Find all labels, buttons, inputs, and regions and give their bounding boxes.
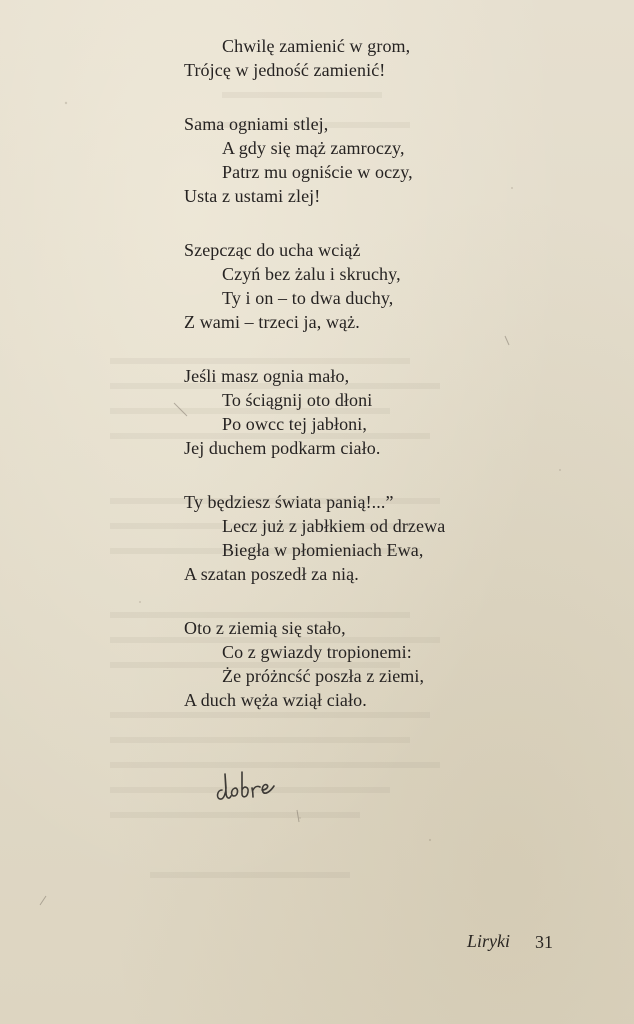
poem-line: Jej duchem podkarm ciało. (184, 438, 381, 458)
poem-line: Ty będziesz świata panią!...” (184, 492, 394, 512)
poem-line: Ty i on – to dwa duchy, (222, 288, 394, 308)
poem-line: Lecz już z jabłkiem od drzewa (222, 516, 446, 536)
handwritten-annotation (214, 768, 284, 808)
poem-line: Że próżncść poszła z ziemi, (222, 666, 425, 686)
poem-line: A duch węża wziął ciało. (184, 690, 367, 710)
poem-line: Sama ogniami stlej, (184, 114, 329, 134)
stanza (184, 34, 604, 82)
poem-line: Szepcząc do ucha wciąż (184, 240, 361, 260)
stanza (184, 112, 604, 208)
poem-line: Usta z ustami zlej! (184, 186, 321, 206)
poem-line: Czyń bez żalu i skruchy, (222, 264, 401, 284)
poem-line: Co z gwiazdy tropionemi: (222, 642, 412, 662)
poem (184, 34, 604, 742)
poem-line: Jeśli masz ognia mało, (184, 366, 350, 386)
poem-line: Biegła w płomieniach Ewa, (222, 540, 424, 560)
page-number: 31 (535, 932, 553, 952)
poem-line: Oto z ziemią się stało, (184, 618, 346, 638)
stanza (184, 616, 604, 712)
poem-line: To ściągnij oto dłoni (222, 390, 373, 410)
poem-line: Po owcc tej jabłoni, (222, 414, 367, 434)
poem-line: Patrz mu ogniście w oczy, (222, 162, 413, 182)
stanza (184, 238, 604, 334)
poem-line: A szatan poszedł za nią. (184, 564, 359, 584)
poem-line: Z wami – trzeci ja, wąż. (184, 312, 360, 332)
poem-line: A gdy się mąż zamroczy, (222, 138, 405, 158)
stanza (184, 490, 604, 586)
stanza (184, 364, 604, 460)
poem-line: Trójcę w jedność zamienić! (184, 60, 386, 80)
running-footer-title: Liryki (467, 931, 510, 951)
poem-line: Chwilę zamienić w grom, (222, 36, 411, 56)
